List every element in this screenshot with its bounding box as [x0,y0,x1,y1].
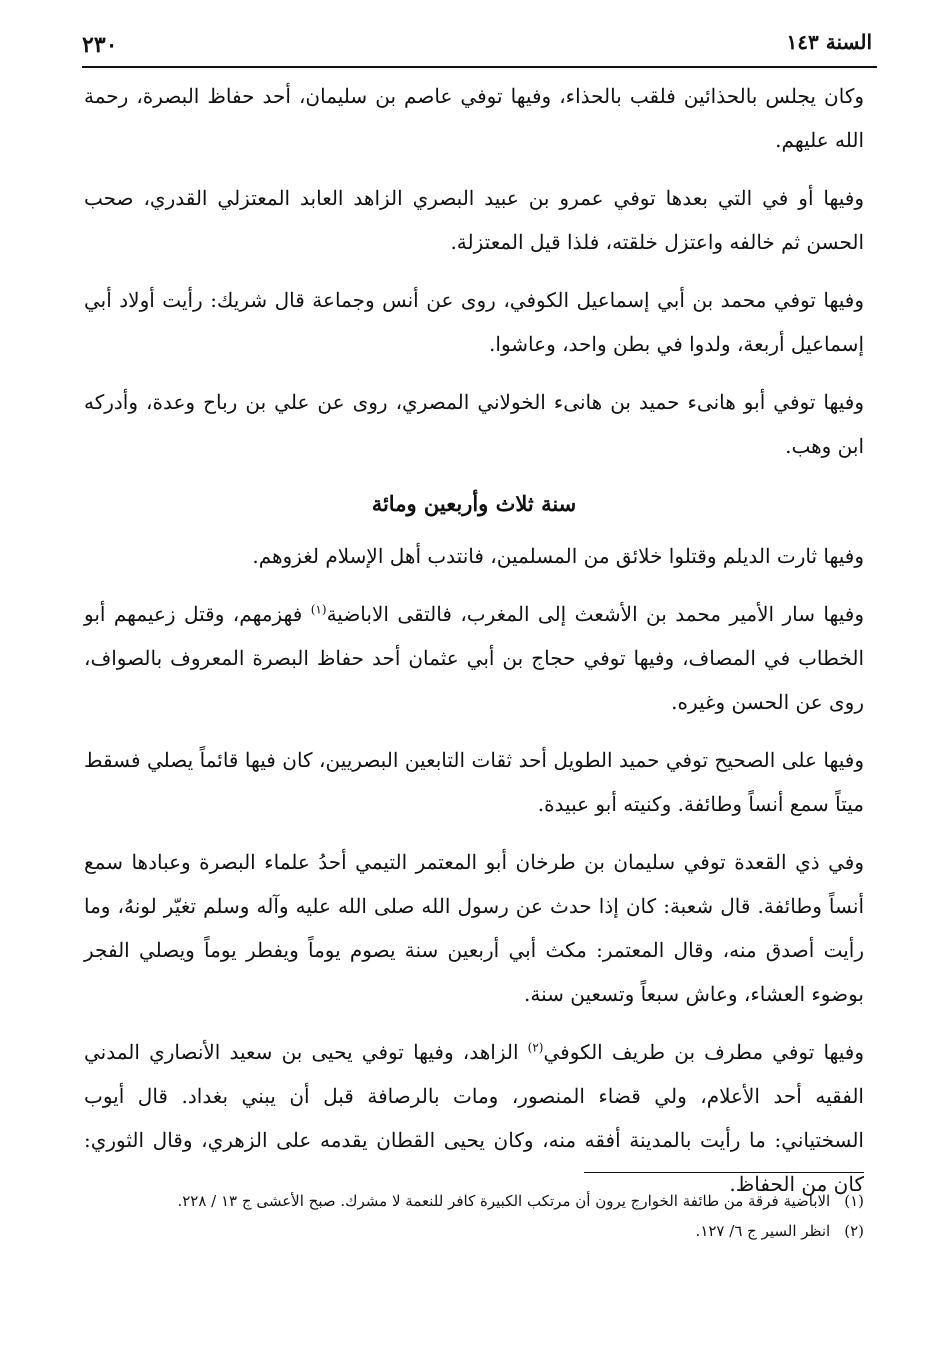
footnote-reference[interactable]: (٢) [527,1040,544,1055]
header-rule [82,66,877,68]
page-number: ٢٣٠ [82,32,118,58]
paragraph [84,1030,864,1206]
footnote-text: الاباضية فرقة من طائفة الخوارج يرون أن مرتكب الكبيرة كافر للنعمة لا مشرك. صبح الأعشى ج ١٣ / ٢٢٨. [177,1192,831,1210]
page-header [82,26,872,66]
page-body [84,74,864,1220]
paragraph: وفيها توفي محمد بن أبي إسماعيل الكوفي، روى عن أنس وجماعة قال شريك: رأيت أولاد أبي إسماعيل أربعة، ولدوا في بطن واحد، وعاشوا. [84,288,864,356]
footnote-reference[interactable]: (١) [310,602,327,617]
paragraph: وفيها ثارت الديلم وقتلوا خلائق من المسلمين، فانتدب أهل الإسلام لغزوهم. [252,544,864,568]
paragraph: وفيها على الصحيح توفي حميد الطويل أحد ثقات التابعين البصريين، كان فيها قائماً يصلي فسقط ميتاً سمع أنساً وطائفة. وكنيته أبو عبيدة. [84,748,865,816]
paragraph [84,592,864,724]
footnote-rule [584,1172,864,1173]
paragraph-text: الزاهد، وفيها توفي يحيى بن سعيد الأنصاري المدني الفقيه أحد الأعلام، ولي قضاء المنصور، ومات بالرصافة قبل أن يبني بغداد. قال أيوب السختياني: ما رأيت بالمدينة أفقه منه، وكان يحيى القطان يقدمه على الزهري، وقال الثوري: كان من الحفاظ. [84,1040,864,1196]
paragraph: وكان يجلس بالحذائين فلقب بالحذاء، وفيها توفي عاصم بن سليمان، أحد حفاظ البصرة، رحمة الله عليهم. [84,84,864,152]
footnotes [84,1186,864,1246]
section-heading: سنة ثلاث وأربعين ومائة [371,491,577,516]
paragraph-text: وفيها توفي مطرف بن طريف الكوفي [543,1040,865,1064]
footnote-text: انظر السير ج ٦/ ١٢٧. [695,1222,831,1240]
paragraph-text: فهزمهم، وقتل زعيمهم أبو الخطاب في المصاف، وفيها توفي حجاج بن أبي عثمان أحد حفاظ البصرة المعروف بالصواف، روى عن الحسن وغيره. [84,602,864,714]
footnote-number: (٢) [844,1222,864,1240]
footnote [84,1216,864,1246]
paragraph: وفيها توفي أبو هانىء حميد بن هانىء الخولاني المصري، روى عن علي بن رباح وعدة، وأدركه ابن وهب. [84,390,864,458]
paragraph: وفي ذي القعدة توفي سليمان بن طرخان أبو المعتمر التيمي أحدُ علماء البصرة وعبادها سمع أنساً وطائفة. قال شعبة: كان إذا حدث عن رسول الله صلى الله عليه وآله وسلم تغيّر لونهُ، وما رأيت أصدق منه، وقال المعتمر: مكث أبي أربعين سنة يصوم يوماً ويفطر يوماً ويصلي الفجر بوضوء العشاء، وعاش سبعاً وتسعين سنة. [84,850,864,1006]
footnote [84,1186,864,1216]
paragraph: وفيها أو في التي بعدها توفي عمرو بن عبيد البصري الزاهد العابد المعتزلي القدري، صحب الحسن ثم خالفه واعتزل خلقته، فلذا قيل المعتزلة. [84,186,864,254]
running-title: السنة ١٤٣ [786,30,872,54]
footnote-number: (١) [844,1192,864,1210]
paragraph-text: وفيها سار الأمير محمد بن الأشعث إلى المغرب، فالتقى الاباضية [326,602,864,626]
